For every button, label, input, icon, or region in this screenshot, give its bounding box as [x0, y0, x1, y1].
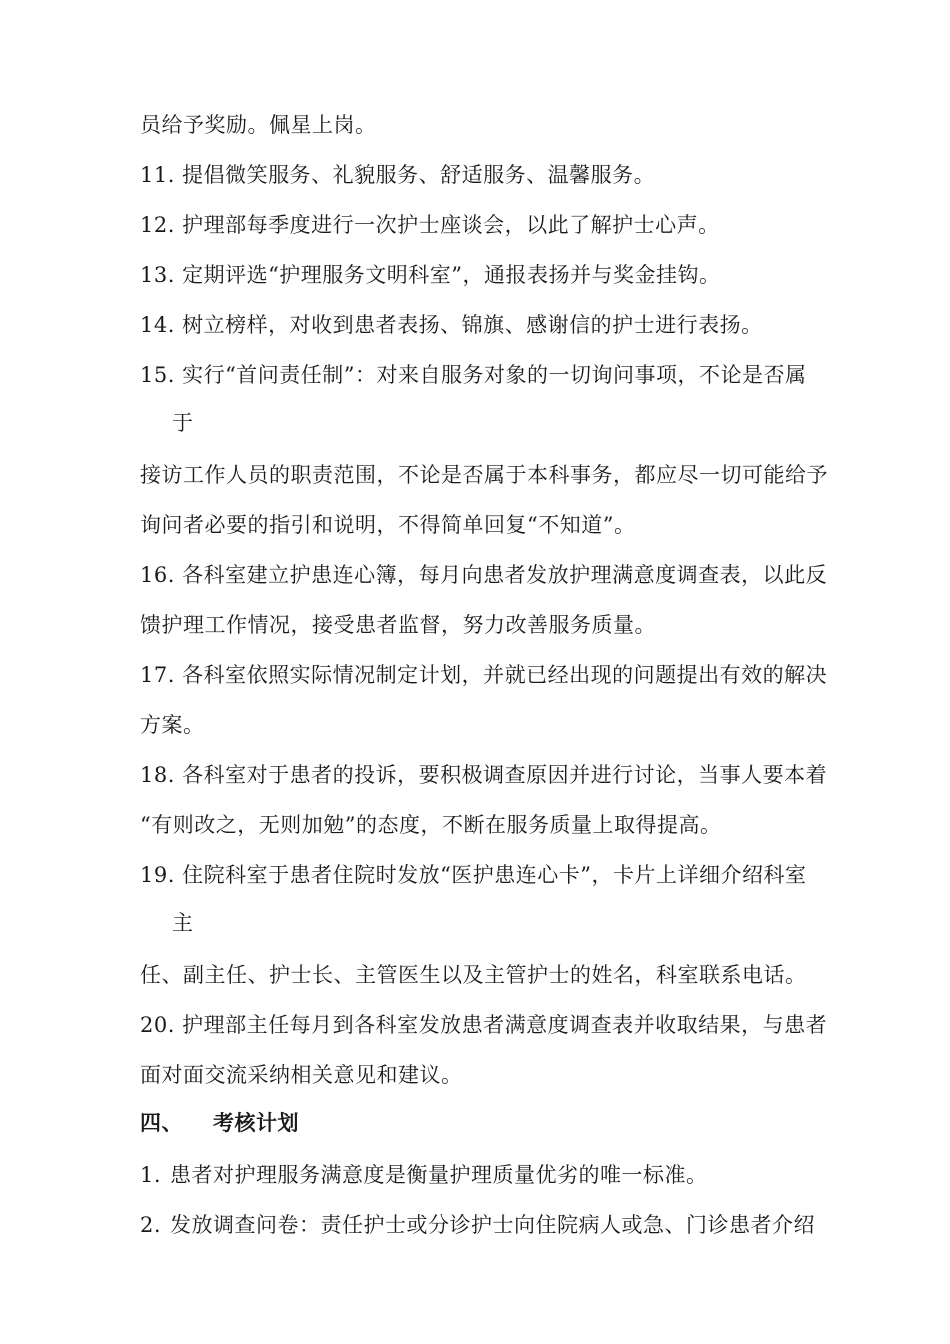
- list-text: 患者对护理服务满意度是衡量护理质量优劣的唯一标准。: [170, 1163, 708, 1187]
- list-item-17: 17. 各科室依照实际情况制定计划，并就已经出现的问题提出有效的解决: [140, 663, 828, 687]
- list-item-12: 12. 护理部每季度进行一次护士座谈会，以此了解护士心声。: [140, 213, 720, 237]
- paragraph-line: 馈护理工作情况，接受患者监督，努力改善服务质量。: [140, 613, 656, 637]
- section-heading-number: 四、: [140, 1111, 183, 1135]
- list-text: 发放调查问卷：责任护士或分诊护士向住院病人或急、门诊患者介绍: [170, 1213, 815, 1237]
- paragraph-line: 询问者必要的指引和说明，不得简单回复“不知道”。: [140, 513, 636, 537]
- list-item-13: 13. 定期评选“护理服务文明科室”，通报表扬并与奖金挂钩。: [140, 263, 721, 287]
- paragraph-line: 面对面交流采纳相关意见和建议。: [140, 1063, 463, 1087]
- section-list-item-1: [140, 1161, 708, 1189]
- list-number: 2.: [140, 1213, 162, 1237]
- paragraph-line: 任、副主任、护士长、主管医生以及主管护士的姓名，科室联系电话。: [140, 963, 807, 987]
- list-item-19: 19. 住院科室于患者住院时发放“医护患连心卡”，卡片上详细介绍科室: [140, 863, 807, 887]
- list-item-11: 11. 提倡微笑服务、礼貌服务、舒适服务、温馨服务。: [140, 163, 656, 187]
- paragraph-line: 方案。: [140, 713, 205, 737]
- section-list-item-2: [140, 1211, 815, 1239]
- list-item-14: 14. 树立榜样，对收到患者表扬、锦旗、感谢信的护士进行表扬。: [140, 313, 763, 337]
- list-item-18: 18. 各科室对于患者的投诉，要积极调查原因并进行讨论，当事人要本着: [140, 763, 828, 787]
- section-heading: [140, 1109, 299, 1137]
- paragraph-line: “有则改之，无则加勉”的态度，不断在服务质量上取得提高。: [140, 813, 722, 837]
- section-heading-title: 考核计划: [213, 1111, 299, 1135]
- list-number: 1.: [140, 1163, 162, 1187]
- paragraph-line: 员给予奖励。佩星上岗。: [140, 113, 377, 137]
- list-item-20: 20. 护理部主任每月到各科室发放患者满意度调查表并收取结果，与患者: [140, 1013, 828, 1037]
- list-item-16: 16. 各科室建立护患连心簿，每月向患者发放护理满意度调查表，以此反: [140, 563, 828, 587]
- list-item-15: 15. 实行“首问责任制”：对来自服务对象的一切询问事项，不论是否属: [140, 363, 807, 387]
- paragraph-line: 接访工作人员的职责范围，不论是否属于本科事务，都应尽一切可能给予: [140, 463, 828, 487]
- list-item-15-wrap: 于: [172, 411, 194, 435]
- list-item-19-wrap: 主: [172, 911, 194, 935]
